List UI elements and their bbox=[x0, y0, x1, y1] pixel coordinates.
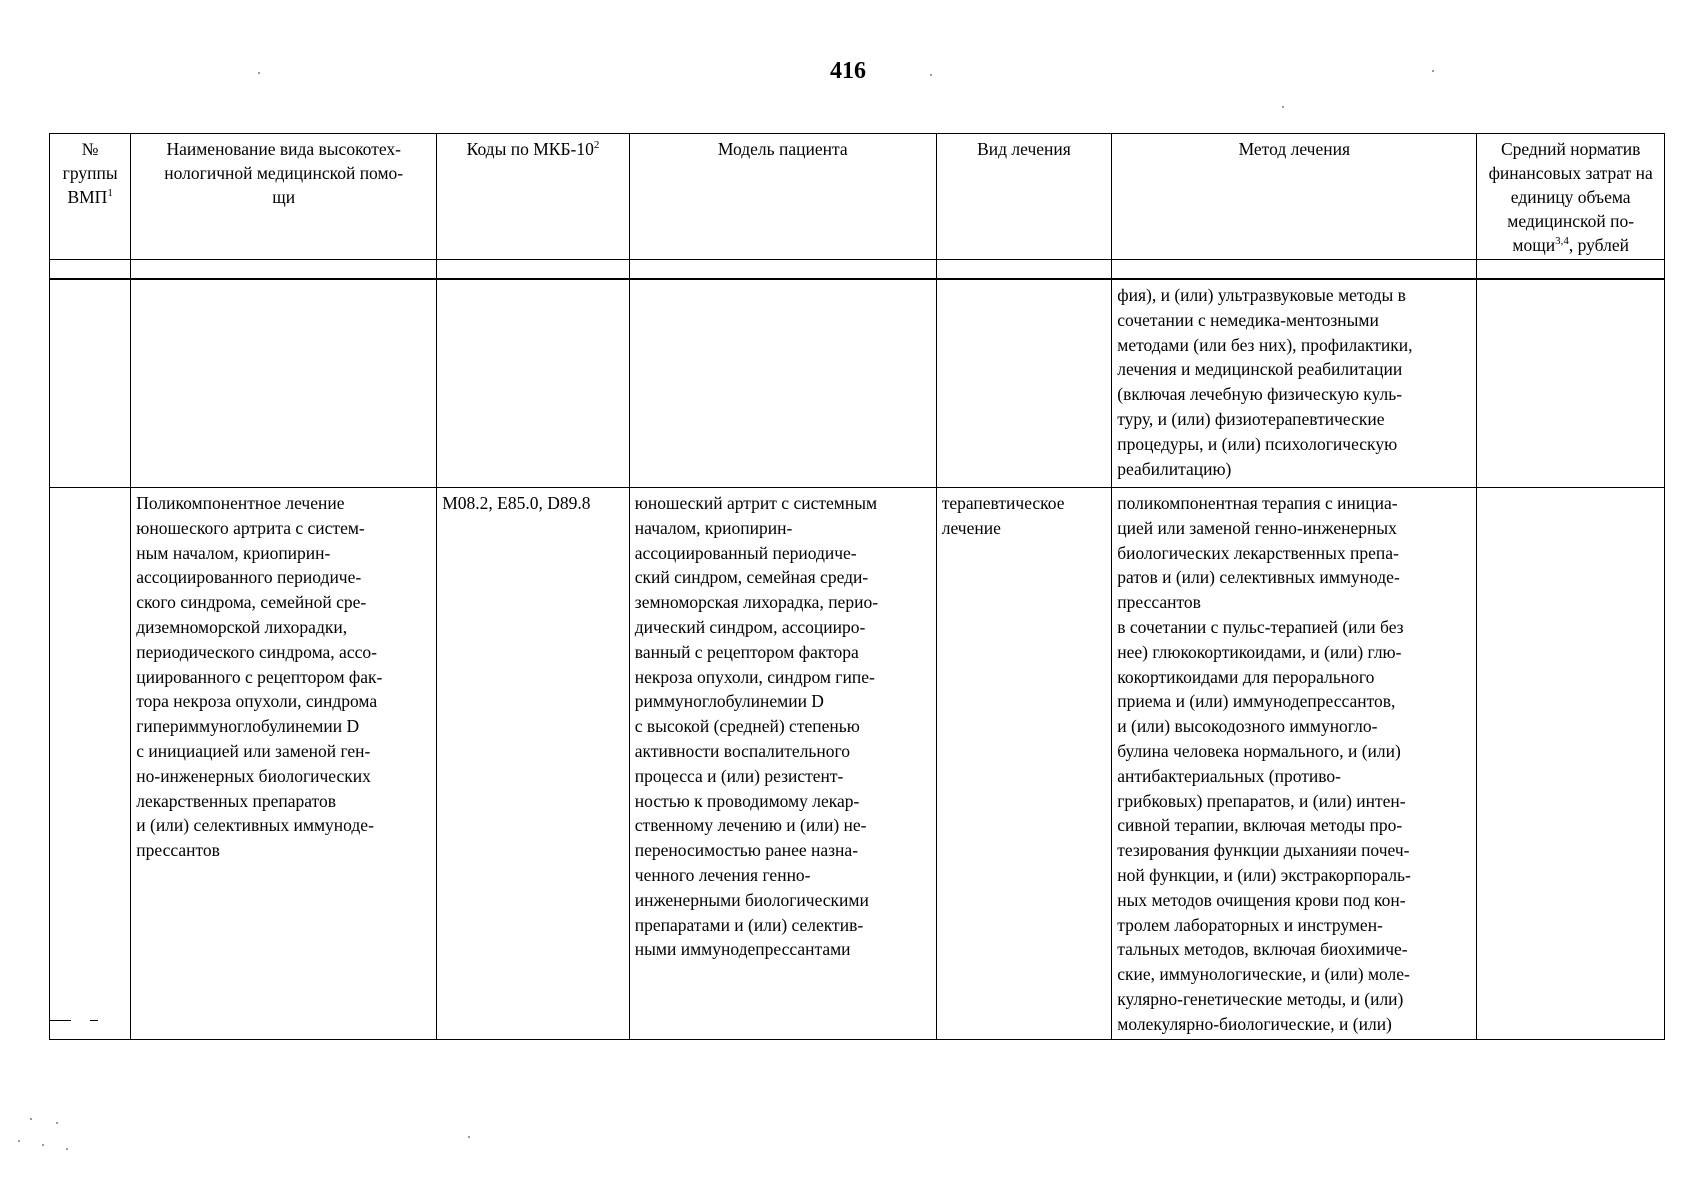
cell-method-text: фия), и (или) ультразвуковые методы в сочетании с немедика-ментозными методами (или без них), профилактики, лечения и медицинской реабилитации (включая лечебную физическую куль- туру, и (или) физиотерапевтические процедуры, и (или) психологическую реабилитацию) bbox=[1117, 285, 1413, 479]
cell-group-no bbox=[50, 279, 131, 488]
cell-model-text: юношеский артрит с системным началом, криопирин- ассоциированный периодиче- ский синдром, семейная среди- земноморская лихорадка, перио- дический синдром, ассоцииро- ванный с рецептором фактора некроза опухоли, синдром гипе- риммуноглобулинемии D с высокой (средней) степенью активности воспалительного процесса и (или) резистент- ностью к проводимому лекар- ственному лечению и (или) не- переносимостью ранее назна- ченного лечения генно- инженерными биологическими препаратами и (или) селектив- ными иммунодепрессантами bbox=[634, 493, 879, 960]
scan-speck bbox=[1282, 106, 1284, 108]
header-type bbox=[936, 134, 1112, 260]
scan-speck bbox=[1432, 70, 1434, 72]
cell-group-no bbox=[50, 488, 131, 1040]
cell-type bbox=[936, 488, 1112, 1040]
header-model bbox=[629, 134, 936, 260]
cell-name bbox=[131, 279, 437, 488]
header-type-text: Вид лечения bbox=[977, 139, 1071, 159]
cell-model bbox=[629, 488, 936, 1040]
vmp-table bbox=[49, 133, 1665, 1040]
page-number: 416 bbox=[830, 58, 866, 84]
header-codes-text: Коды по МКБ-10 bbox=[466, 139, 594, 159]
cell-method bbox=[1112, 488, 1477, 1040]
scan-speck bbox=[18, 1140, 20, 1142]
header-name bbox=[131, 134, 437, 260]
table-header-row bbox=[50, 134, 1665, 260]
scan-speck bbox=[258, 72, 260, 74]
scan-speck bbox=[468, 1136, 470, 1138]
scan-dash-mark bbox=[49, 1020, 71, 1021]
cell-type bbox=[936, 279, 1112, 488]
column-number-cell bbox=[131, 260, 437, 280]
header-method-text: Метод лечения bbox=[1238, 139, 1351, 159]
scan-speck bbox=[30, 1118, 32, 1120]
footnote-marker-1: 1 bbox=[107, 187, 113, 200]
cell-method-text: поликомпонентная терапия с инициа- цией или заменой генно-инженерных биологических лекарственных препа- ратов и (или) селективных иммуноде- прессантов в сочетании с пульс-терапией (или без нее) глюкокортикоидами, и (или) глю- кокортикоидами для перорального приема и (или) иммунодепрессантов, и (или) высокодозного иммуногло- булина человека нормального, и (или) антибактериальных (противо- грибковых) препаратов, и (или) интен- сивной терапии, включая методы про- тезирования функции дыханияи почеч- ной функции, и (или) экстракорпораль- ных методов очищения крови под кон- тролем лабораторных и инструмен- тальных методов, включая биохимиче- ские, иммунологические, и (или) моле- кулярно-генетические методы, и (или) молекулярно-биологические, и (или) bbox=[1117, 493, 1411, 1034]
header-group-no bbox=[50, 134, 131, 260]
column-number-cell bbox=[936, 260, 1112, 280]
table-row bbox=[50, 279, 1665, 488]
header-cost-tail: , рублей bbox=[1568, 235, 1629, 255]
header-method bbox=[1112, 134, 1477, 260]
header-cost-text: Средний норматив финансовых затрат на единицу объема медицинской по- мощи bbox=[1488, 139, 1653, 255]
scan-speck bbox=[56, 1122, 58, 1124]
footnote-marker-3-4: 3,4 bbox=[1555, 235, 1569, 248]
cell-method bbox=[1112, 279, 1477, 488]
scan-dash-mark bbox=[90, 1020, 98, 1021]
cell-cost bbox=[1477, 279, 1665, 488]
table-row bbox=[50, 488, 1665, 1040]
footnote-marker-2: 2 bbox=[593, 139, 600, 152]
scan-speck bbox=[42, 1144, 44, 1146]
cell-codes-text: M08.2, E85.0, D89.8 bbox=[442, 493, 591, 513]
cell-codes bbox=[437, 488, 630, 1040]
header-codes bbox=[437, 134, 630, 260]
cell-codes bbox=[437, 279, 630, 488]
header-cost bbox=[1477, 134, 1665, 260]
cell-cost bbox=[1477, 488, 1665, 1040]
header-group-no-text: № группы ВМП bbox=[62, 139, 118, 207]
cell-name-text: Поликомпонентное лечение юношеского артрита с систем- ным началом, криопирин- ассоциированного периодиче- ского синдрома, семейной сре- диземноморской лихорадки, периодического синдрома, ассо- циированного с рецептором фак- тора некроза опухоли, синдрома гипериммуноглобулинемии D с инициацией или заменой ген- но-инженерных биологических лекарственных препаратов и (или) селективных иммуноде- прессантов bbox=[136, 493, 383, 861]
column-number-cell bbox=[50, 260, 131, 280]
column-number-cell bbox=[629, 260, 936, 280]
scan-speck bbox=[66, 1148, 68, 1150]
cell-name bbox=[131, 488, 437, 1040]
cell-type-text: терапевтическое лечение bbox=[941, 493, 1065, 538]
header-name-text: Наименование вида высокотех- нологичной медицинской помо- щи bbox=[164, 139, 404, 207]
header-model-text: Модель пациента bbox=[717, 139, 848, 159]
column-number-cell bbox=[1477, 260, 1665, 280]
column-number-row bbox=[50, 260, 1665, 280]
column-number-cell bbox=[437, 260, 630, 280]
cell-model bbox=[629, 279, 936, 488]
scan-speck bbox=[930, 74, 932, 76]
column-number-cell bbox=[1112, 260, 1477, 280]
